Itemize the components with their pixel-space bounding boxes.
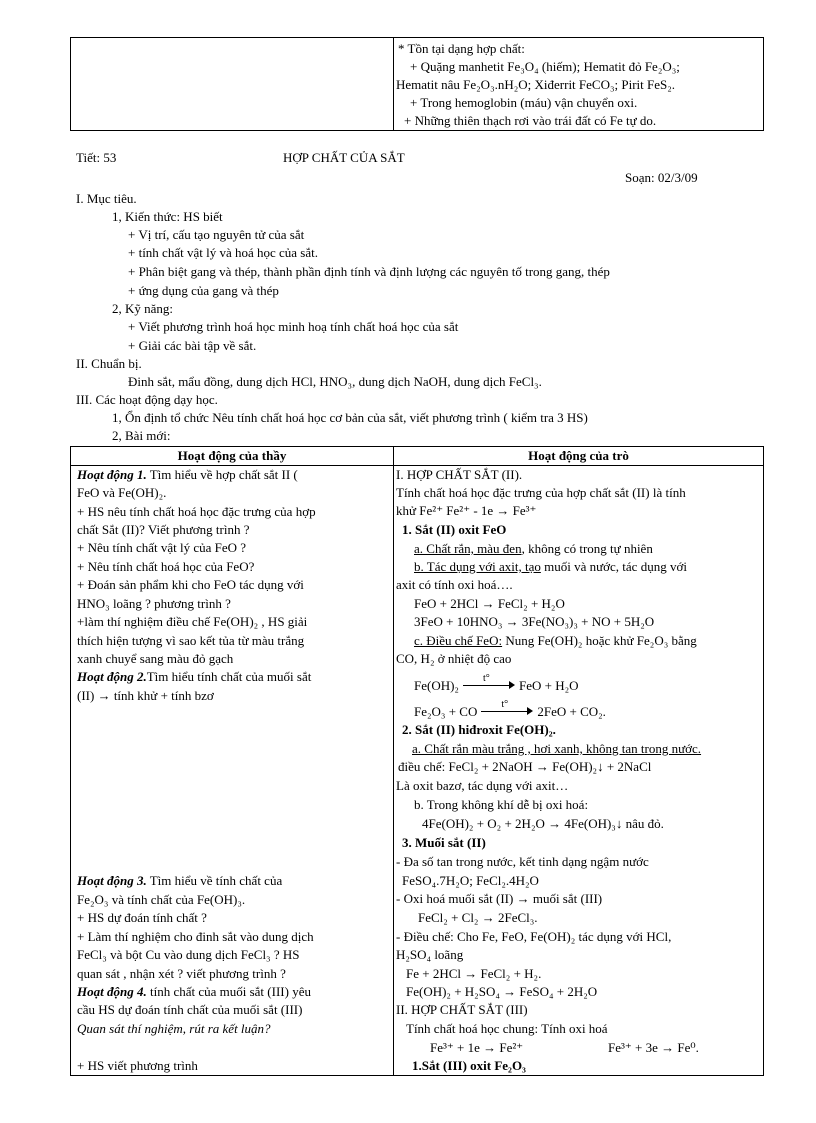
heat-arrow-icon: t° <box>481 706 533 716</box>
teacher-line: + Đoán sản phẩm khi cho FeO tác dụng với <box>77 577 304 592</box>
student-line: a. Chất rắn, màu đen, không có trong tự nhiên <box>414 541 653 556</box>
teacher-line: FeO và Fe(OH)₂. <box>77 485 167 500</box>
intro-item: + Phân biệt gang và thép, thành phần định tính và định lượng các nguyên tố trong gang, thép <box>128 264 610 279</box>
intro-item: + ứng dụng của gang và thép <box>128 283 279 298</box>
table-divider <box>71 465 763 466</box>
student-line: c. Điều chế FeO: Nung Fe(OH)₂ hoặc khử Fe₂O₃ bằng <box>414 633 697 648</box>
intro-item: + tính chất vật lý và hoá học của sắt. <box>128 245 318 260</box>
subsection-heading: 2, Kỹ năng: <box>112 301 174 316</box>
equation: FeO + 2HCl → FeCl₂ + H₂O <box>414 596 565 611</box>
lesson-number: Tiết: 53 <box>76 150 117 165</box>
student-line: - Điều chế: Cho Fe, FeO, Fe(OH)₂ tác dụng với HCl, <box>396 929 672 944</box>
student-line: b. Trong không khí dễ bị oxi hoá: <box>414 797 589 812</box>
student-subheading: 1.Sắt (III) oxit Fe₂O₃ <box>412 1058 526 1073</box>
page-title: HỢP CHẤT CỦA SẮT <box>283 150 405 165</box>
equation: Fe₂O₃ + CO t° 2FeO + CO₂. <box>414 699 606 719</box>
table-divider <box>393 38 394 130</box>
column-header-student: Hoạt động của trò <box>528 448 629 463</box>
equation: điều chế: FeCl₂ + 2NaOH → Fe(OH)₂↓ + 2NaCl <box>398 759 652 774</box>
intro-item: Đinh sắt, mẩu đồng, dung dịch HCl, HNO₃, dung dịch NaOH, dung dịch FeCl₃. <box>128 374 542 389</box>
activity-4: Hoạt động 4. tính chất của muối sắt (III) yêu <box>77 984 311 999</box>
student-line: axit có tính oxi hoá…. <box>396 577 513 592</box>
equation: 4Fe(OH)₂ + O₂ + 2H₂O → 4Fe(OH)₃↓ nâu đỏ. <box>422 816 664 831</box>
teacher-line: Fe₂O₃ và tính chất của Fe(OH)₃. <box>77 892 246 907</box>
student-line: khử Fe²⁺ Fe²⁺ - 1e → Fe³⁺ <box>396 503 537 518</box>
teacher-line: +làm thí nghiệm điều chế Fe(OH)₂ , HS giải <box>77 614 308 629</box>
equation: Fe³⁺ + 3e → Fe⁰. <box>608 1040 699 1055</box>
student-line: - Oxi hoá muối sắt (II) → muối sắt (III) <box>396 891 603 906</box>
intro-item: + Vị trí, cấu tạo nguyên tử của sắt <box>128 227 305 242</box>
student-line: - Đa số tan trong nước, kết tinh dạng ngậm nước <box>396 854 649 869</box>
intro-item: 2, Bài mới: <box>112 428 171 443</box>
heat-arrow-icon: t° <box>463 680 515 690</box>
student-subheading: 3. Muối sắt (II) <box>402 835 486 850</box>
top-box-line: + Những thiên thạch rơi vào trái đất có Fe tự do. <box>404 113 657 128</box>
teacher-line: + HS dự đoán tính chất ? <box>77 910 207 925</box>
student-line: FeSO₄.7H₂O; FeCl₂.4H₂O <box>402 873 539 888</box>
activity-2: Hoạt động 2.Tìm hiểu tính chất của muối sắt <box>77 669 312 684</box>
teacher-line: thích hiện tượng vì sao kết tủa từ màu trắng <box>77 633 305 648</box>
subsection-heading: 1, Kiến thức: HS biết <box>112 209 223 224</box>
student-line: CO, H₂ ở nhiệt độ cao <box>396 651 512 666</box>
student-line: Là oxit bazơ, tác dụng với axit… <box>396 778 569 793</box>
equation: Fe(OH)₂ t° FeO + H₂O <box>414 673 579 693</box>
teacher-line: + Nêu tính chất hoá học của FeO? <box>77 559 255 574</box>
equation: Fe + 2HCl → FeCl₂ + H₂. <box>406 966 542 981</box>
section-heading: I. Mục tiêu. <box>76 191 137 206</box>
student-line: H₂SO₄ loãng <box>396 947 464 962</box>
intro-item: + Giải các bài tập về sắt. <box>128 338 257 353</box>
equation: FeCl₂ + Cl₂ → 2FeCl₃. <box>418 910 538 925</box>
teacher-line: xanh chuyể sang màu đỏ gạch <box>77 651 234 666</box>
table-divider <box>393 447 394 1075</box>
teacher-line: Quan sát thí nghiệm, rút ra kết luận? <box>77 1021 271 1036</box>
teacher-line: + Làm thí nghiệm cho đinh sắt vào dung dịch <box>77 929 314 944</box>
student-line: b. Tác dụng với axit, tạo muối và nước, tác dụng với <box>414 559 687 574</box>
student-line: Tính chất hoá học đặc trưng của hợp chất sắt (II) là tính <box>396 485 686 500</box>
student-subheading: 2. Sắt (II) hiđroxit Fe(OH)₂. <box>402 722 556 737</box>
activity-3: Hoạt động 3. Tìm hiểu về tính chất của <box>77 873 283 888</box>
activity-1: Hoạt động 1. Tìm hiểu về hợp chất sắt II ( <box>77 467 298 482</box>
top-box-line: + Trong hemoglobin (máu) vận chuyển oxi. <box>410 95 638 110</box>
intro-item: + Viết phương trình hoá học minh hoạ tính chất hoá học của sắt <box>128 319 459 334</box>
section-heading: III. Các hoạt động dạy học. <box>76 392 218 407</box>
teacher-line: + HS viết phương trình <box>77 1058 198 1073</box>
teacher-line: HNO₃ loãng ? phương trình ? <box>77 596 231 611</box>
student-heading: II. HỢP CHẤT SẮT (III) <box>396 1002 528 1017</box>
student-subheading: 1. Sắt (II) oxit FeO <box>402 522 507 537</box>
student-heading: I. HỢP CHẤT SẮT (II). <box>396 467 523 482</box>
intro-item: 1, Ổn định tổ chức Nêu tính chất hoá học cơ bản của sắt, viết phương trình ( kiểm tra 3 HS) <box>112 410 588 425</box>
column-header-teacher: Hoạt động của thầy <box>177 448 287 463</box>
student-line: a. Chất rắn màu trắng , hơi xanh, không tan trong nước. <box>412 741 702 756</box>
top-box-line: + Quặng manhetit Fe₃O₄ (hiếm); Hematit đỏ Fe₂O₃; <box>410 59 680 74</box>
prepared-date: Soạn: 02/3/09 <box>625 170 698 185</box>
teacher-line: FeCl₃ và bột Cu vào dung dịch FeCl₃ ? HS <box>77 947 300 962</box>
teacher-line: + Nêu tính chất vật lý của FeO ? <box>77 540 247 555</box>
equation: Fe(OH)₂ + H₂SO₄ → FeSO₄ + 2H₂O <box>406 984 598 999</box>
equation: 3FeO + 10HNO₃ → 3Fe(NO₃)₃ + NO + 5H₂O <box>414 614 655 629</box>
top-box-line: * Tồn tại dạng hợp chất: <box>398 41 525 56</box>
teacher-line: (II) → tính khử + tính bzơ <box>77 688 214 703</box>
teacher-line: quan sát , nhận xét ? viết phương trình ? <box>77 966 286 981</box>
teacher-line: cầu HS dự đoán tính chất của muối sắt (III) <box>77 1002 303 1017</box>
top-box-line: Hematit nâu Fe₂O₃.nH₂O; Xiđerrit FeCO₃; Pirit FeS₂. <box>396 77 676 92</box>
section-heading: II. Chuẩn bị. <box>76 356 142 371</box>
teacher-line: chất Sắt (II)? Viết phương trình ? <box>77 522 250 537</box>
teacher-line: + HS nêu tính chất hoá học đặc trưng của hợp <box>77 504 316 519</box>
student-line: Tính chất hoá học chung: Tính oxi hoá <box>406 1021 608 1036</box>
equation: Fe³⁺ + 1e → Fe²⁺ <box>430 1040 524 1055</box>
